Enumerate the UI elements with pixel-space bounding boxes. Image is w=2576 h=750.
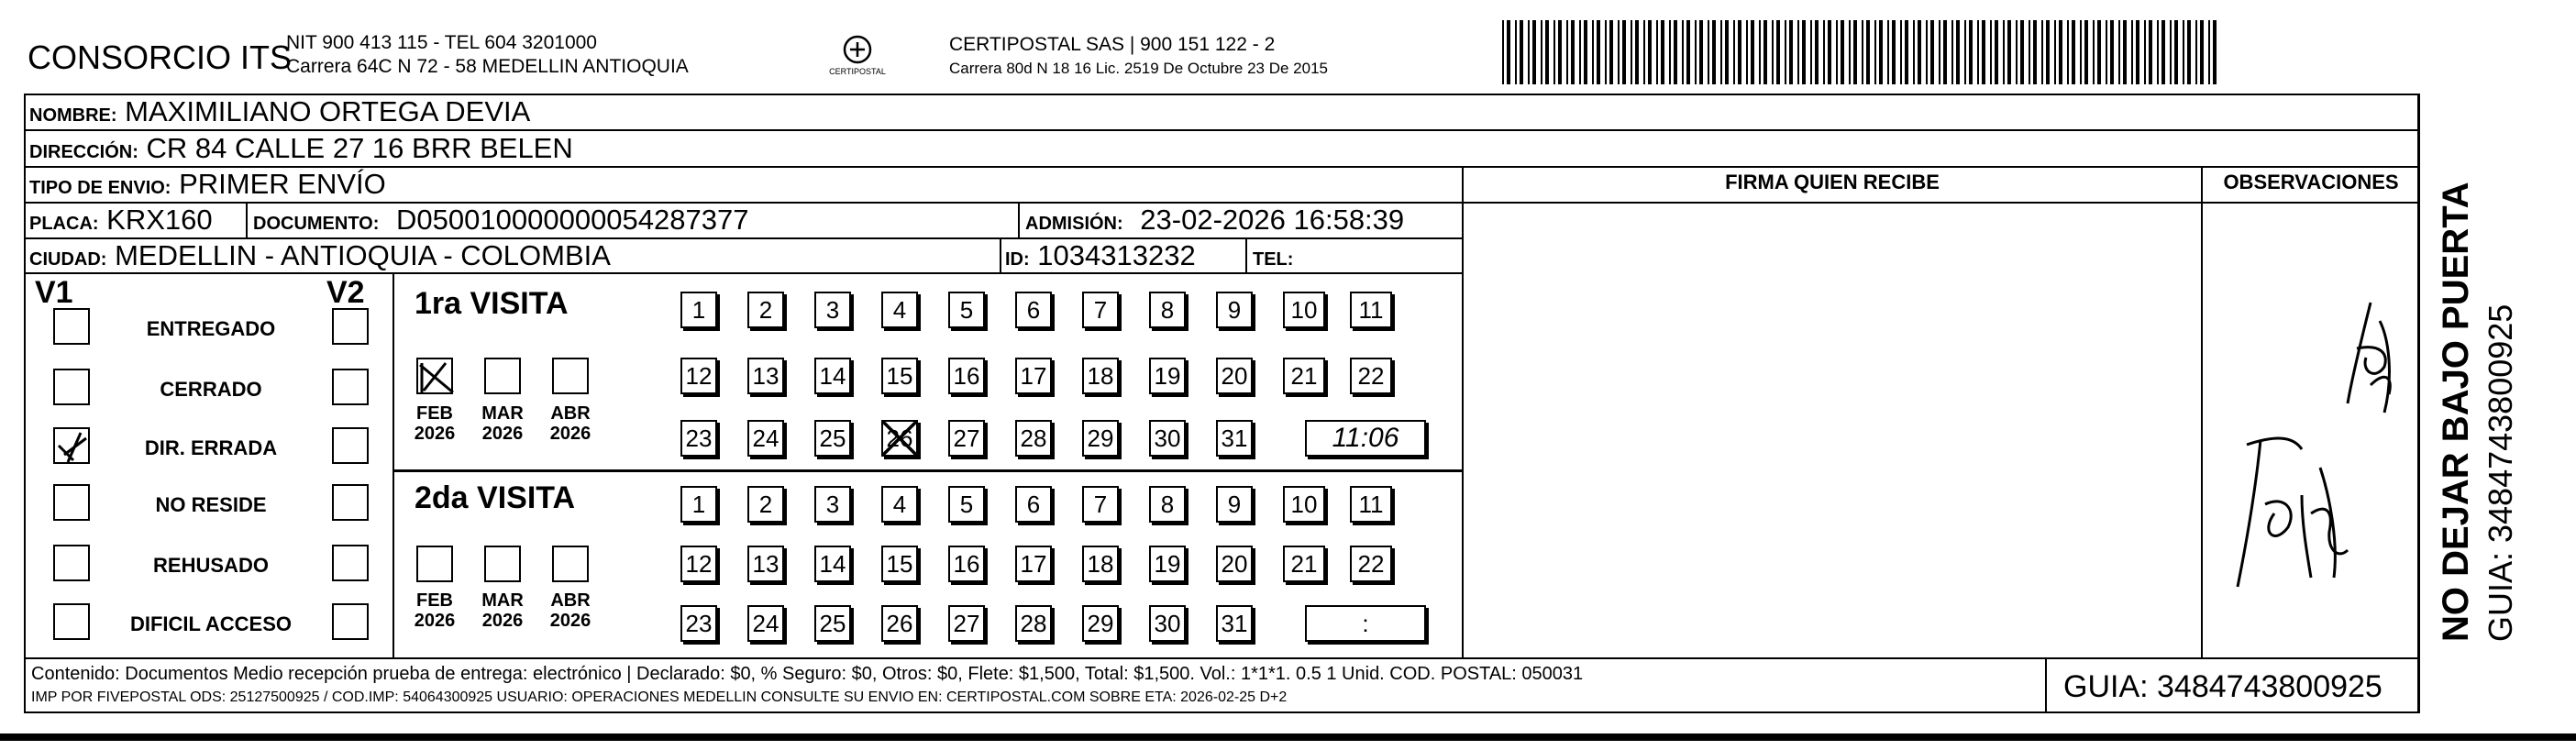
- admision-field: [1025, 204, 1404, 240]
- barcode-bar: [2187, 20, 2191, 84]
- id-field: [1005, 239, 1196, 276]
- barcode-bar: [1643, 20, 1645, 84]
- barcode-bar: [1579, 20, 1581, 84]
- ciudad-value: MEDELLIN - ANTIOQUIA - COLOMBIA: [115, 239, 611, 271]
- second-visit-day-30[interactable]: 30: [1149, 605, 1186, 642]
- first-visit-day-21[interactable]: 21: [1283, 358, 1325, 394]
- first-visit-day-23[interactable]: 23: [680, 420, 717, 457]
- first-visit-day-24[interactable]: 24: [747, 420, 784, 457]
- v1-checkbox[interactable]: [53, 545, 90, 581]
- first-visit-day-22[interactable]: 22: [1350, 358, 1392, 394]
- second-visit-day-18[interactable]: 18: [1082, 546, 1119, 582]
- barcode-bar: [1507, 20, 1510, 84]
- first-visit-day-3[interactable]: 3: [814, 292, 851, 328]
- logo-text: CERTIPOSTAL: [829, 67, 886, 76]
- barcode-bar: [1956, 20, 1960, 84]
- barcode-bar: [1746, 20, 1748, 84]
- second-visit-day-20[interactable]: 20: [1216, 546, 1253, 582]
- second-visit-day-14[interactable]: 14: [814, 546, 851, 582]
- barcode-bar: [1597, 20, 1600, 84]
- barcode-bar: [1828, 20, 1831, 84]
- status-option-label: ENTREGADO: [146, 317, 276, 340]
- second-visit-day-29[interactable]: 29: [1082, 605, 1119, 642]
- first-visit-day-30[interactable]: 30: [1149, 420, 1186, 457]
- first-visit-day-15[interactable]: 15: [881, 358, 918, 394]
- barcode-bar: [2106, 20, 2107, 84]
- v2-checkbox[interactable]: [332, 545, 369, 581]
- barcode-bar: [1515, 20, 1517, 84]
- company-nit: NIT 900 413 115 - TEL 604 3201000: [286, 32, 597, 53]
- barcode-bar: [1776, 20, 1780, 84]
- firma-header: FIRMA QUIEN RECIBE: [1725, 171, 1940, 193]
- barcode-bar: [1695, 20, 1697, 84]
- first-visit-time[interactable]: 11:06: [1305, 420, 1426, 457]
- side-guia: GUIA: 3484743800925: [2482, 303, 2519, 642]
- first-visit-day-8[interactable]: 8: [1149, 292, 1186, 328]
- tel-label: TEL:: [1253, 249, 1294, 270]
- v1-checkbox[interactable]: [53, 484, 90, 521]
- barcode-bar: [1545, 20, 1549, 84]
- barcode-bar: [1605, 20, 1607, 84]
- v1-checkbox[interactable]: [53, 369, 90, 405]
- tel-field: [1253, 239, 1293, 276]
- second-visit-day-22[interactable]: 22: [1350, 546, 1392, 582]
- month-name: FEB: [416, 590, 453, 611]
- barcode-bar: [1528, 20, 1530, 84]
- barcode-bar: [2007, 20, 2011, 84]
- first-visit-day-19[interactable]: 19: [1149, 358, 1186, 394]
- second-visit-day-2[interactable]: 2: [747, 486, 784, 523]
- barcode-bar: [1815, 20, 1819, 84]
- second-visit-day-21[interactable]: 21: [1283, 546, 1325, 582]
- observaciones-header: OBSERVACIONES: [2223, 171, 2399, 193]
- month-year: 2026: [481, 611, 524, 631]
- barcode-bar: [1802, 20, 1806, 84]
- barcode-bar: [2072, 20, 2075, 84]
- barcode-bar: [2183, 20, 2184, 84]
- second-visit-time[interactable]: :: [1305, 605, 1426, 642]
- month-year: 2026: [481, 424, 524, 444]
- barcode-bar: [1900, 20, 1902, 84]
- placa-field: [29, 204, 213, 240]
- barcode-bar: [1661, 20, 1664, 84]
- second-visit-day-27[interactable]: 27: [948, 605, 985, 642]
- first-visit-day-26[interactable]: 26: [881, 420, 918, 457]
- tipo-envio-value: PRIMER ENVÍO: [179, 168, 386, 200]
- v2-checkbox[interactable]: [332, 603, 369, 640]
- month-year: 2026: [549, 424, 591, 444]
- barcode-bar: [1930, 20, 1934, 84]
- first-visit-month-label: [475, 403, 530, 444]
- first-visit-day-14[interactable]: 14: [814, 358, 851, 394]
- second-visit-day-1[interactable]: 1: [680, 486, 717, 523]
- company-name: CONSORCIO ITS: [28, 39, 293, 76]
- second-visit-month-label: [475, 590, 530, 631]
- admision-label: ADMISIÓN:: [1025, 214, 1123, 234]
- tipo-envio-label: TIPO DE ENVIO:: [29, 178, 171, 198]
- barcode-bar: [1785, 20, 1786, 84]
- second-visit-day-16[interactable]: 16: [948, 546, 985, 582]
- barcode-bar: [1862, 20, 1863, 84]
- documento-label: DOCUMENTO:: [253, 214, 380, 234]
- no-dejar-notice: NO DEJAR BAJO PUERTA: [2436, 182, 2476, 642]
- barcode-bar: [2110, 20, 2114, 84]
- barcode-bar: [1720, 20, 1722, 84]
- barcode-bar: [1686, 20, 1690, 84]
- barcode-bar: [2046, 20, 2050, 84]
- barcode-bar: [1725, 20, 1729, 84]
- v2-checkbox[interactable]: [332, 308, 369, 345]
- month-year: 2026: [414, 424, 456, 444]
- barcode-bar: [1738, 20, 1741, 84]
- barcode-bar: [2170, 20, 2172, 84]
- barcode-bar: [2059, 20, 2062, 84]
- second-visit-day-11[interactable]: 11: [1350, 486, 1392, 523]
- barcode-bar: [2213, 20, 2217, 84]
- barcode-bar: [2149, 20, 2152, 84]
- first-visit-month-checkbox[interactable]: [484, 358, 521, 394]
- barcode-bar: [1733, 20, 1735, 84]
- second-visit-day-24[interactable]: 24: [747, 605, 784, 642]
- barcode-bar: [1541, 20, 1542, 84]
- first-visit-day-18[interactable]: 18: [1082, 358, 1119, 394]
- first-visit-day-29[interactable]: 29: [1082, 420, 1119, 457]
- admision-value: 23-02-2026 16:58:39: [1140, 204, 1405, 236]
- barcode-bar: [1977, 20, 1979, 84]
- ciudad-label: CIUDAD:: [29, 249, 107, 270]
- barcode-bar: [2033, 20, 2037, 84]
- v2-checkbox[interactable]: [332, 484, 369, 521]
- v2-checkbox[interactable]: [332, 427, 369, 464]
- first-visit-day-1[interactable]: 1: [680, 292, 717, 328]
- barcode-bar: [1669, 20, 1671, 84]
- barcode-bar: [2041, 20, 2043, 84]
- first-visit-day-27[interactable]: 27: [948, 420, 985, 457]
- barcode-bar: [1502, 20, 1504, 84]
- second-visit-day-4[interactable]: 4: [881, 486, 918, 523]
- barcode-bar: [2016, 20, 2018, 84]
- barcode-bar: [1918, 20, 1921, 84]
- barcode-bar: [1571, 20, 1575, 84]
- barcode-bar: [2080, 20, 2082, 84]
- first-visit-day-17[interactable]: 17: [1015, 358, 1052, 394]
- barcode-bar: [2174, 20, 2178, 84]
- second-visit-day-7[interactable]: 7: [1082, 486, 1119, 523]
- first-visit-day-11[interactable]: 11: [1350, 292, 1392, 328]
- barcode-bar: [2131, 20, 2133, 84]
- barcode-bar: [1874, 20, 1876, 84]
- barcode-bar: [1853, 20, 1857, 84]
- second-visit-day-26[interactable]: 26: [881, 605, 918, 642]
- barcode-bar: [1939, 20, 1940, 84]
- barcode-bar: [1797, 20, 1799, 84]
- courier-address: Carrera 80d N 18 16 Lic. 2519 De Octubre 23 De 2015: [949, 60, 1328, 77]
- barcode-bar: [1759, 20, 1761, 84]
- first-visit-day-4[interactable]: 4: [881, 292, 918, 328]
- second-visit-day-31[interactable]: 31: [1216, 605, 1253, 642]
- nombre-label: NOMBRE:: [29, 105, 117, 126]
- first-visit-month-label: [407, 403, 462, 444]
- barcode-bar: [1631, 20, 1632, 84]
- status-option-label: CERRADO: [160, 378, 262, 401]
- barcode-bar: [1558, 20, 1562, 84]
- barcode-bar: [1656, 20, 1658, 84]
- barcode-bar: [2054, 20, 2056, 84]
- barcode-bar: [1810, 20, 1812, 84]
- second-visit-day-9[interactable]: 9: [1216, 486, 1253, 523]
- first-visit-month-checkbox[interactable]: [416, 358, 453, 394]
- second-visit-day-15[interactable]: 15: [881, 546, 918, 582]
- second-visit-title: 2da VISITA: [415, 480, 576, 515]
- barcode-bar: [1553, 20, 1555, 84]
- first-visit-day-2[interactable]: 2: [747, 292, 784, 328]
- tipo-envio-field: [29, 168, 386, 204]
- barcode-bar: [1995, 20, 1998, 84]
- first-visit-day-13[interactable]: 13: [747, 358, 784, 394]
- month-year: 2026: [549, 611, 591, 631]
- barcode-bar: [1648, 20, 1652, 84]
- barcode-bar: [1964, 20, 1966, 84]
- first-visit-day-12[interactable]: 12: [680, 358, 717, 394]
- company-address: Carrera 64C N 72 - 58 MEDELLIN ANTIOQUIA: [286, 56, 689, 77]
- second-visit-day-3[interactable]: 3: [814, 486, 851, 523]
- second-visit-day-6[interactable]: 6: [1015, 486, 1052, 523]
- v1-header: V1: [35, 275, 73, 310]
- barcode-bar: [1892, 20, 1896, 84]
- second-visit-day-19[interactable]: 19: [1149, 546, 1186, 582]
- barcode-bar: [1913, 20, 1915, 84]
- barcode-bar: [2161, 20, 2165, 84]
- v2-checkbox[interactable]: [332, 369, 369, 405]
- barcode-bar: [1943, 20, 1947, 84]
- barcode-bar: [2020, 20, 2024, 84]
- barcode-bar: [1772, 20, 1774, 84]
- placa-label: PLACA:: [29, 214, 99, 234]
- first-visit-day-16[interactable]: 16: [948, 358, 985, 394]
- barcode-bar: [2208, 20, 2210, 84]
- check-mark-icon: [418, 359, 455, 396]
- status-option-label: NO RESIDE: [155, 493, 267, 516]
- second-visit-month-checkbox[interactable]: [484, 546, 521, 582]
- barcode-bar: [1836, 20, 1838, 84]
- barcode-bar: [1618, 20, 1620, 84]
- second-visit-day-8[interactable]: 8: [1149, 486, 1186, 523]
- barcode-bar: [1879, 20, 1883, 84]
- second-visit-day-13[interactable]: 13: [747, 546, 784, 582]
- status-option-label: DIR. ERRADA: [144, 436, 278, 459]
- barcode-bar: [1823, 20, 1825, 84]
- second-visit-day-17[interactable]: 17: [1015, 546, 1052, 582]
- month-name: MAR: [481, 403, 524, 424]
- first-visit-month-checkbox[interactable]: [552, 358, 589, 394]
- barcode-bar: [1584, 20, 1587, 84]
- first-visit-day-9[interactable]: 9: [1216, 292, 1253, 328]
- barcode-bar: [2123, 20, 2127, 84]
- placa-value: KRX160: [106, 204, 213, 236]
- first-visit-day-25[interactable]: 25: [814, 420, 851, 457]
- second-visit-day-5[interactable]: 5: [948, 486, 985, 523]
- barcode-bar: [1982, 20, 1985, 84]
- status-option-label: DIFICIL ACCESO: [129, 612, 292, 635]
- barcode-bar: [1763, 20, 1767, 84]
- barcode-bar: [1532, 20, 1536, 84]
- month-name: ABR: [550, 403, 591, 424]
- first-visit-day-20[interactable]: 20: [1216, 358, 1253, 394]
- first-visit-day-5[interactable]: 5: [948, 292, 985, 328]
- barcode-bar: [2097, 20, 2101, 84]
- courier-name: CERTIPOSTAL SAS | 900 151 122 - 2: [949, 34, 1276, 55]
- barcode-bar: [2003, 20, 2005, 84]
- id-label: ID:: [1005, 249, 1030, 270]
- barcode-bar: [1635, 20, 1639, 84]
- barcode-bar: [1926, 20, 1928, 84]
- first-visit-day-10[interactable]: 10: [1283, 292, 1325, 328]
- first-visit-day-6[interactable]: 6: [1015, 292, 1052, 328]
- month-name: ABR: [550, 590, 591, 611]
- nombre-value: MAXIMILIANO ORTEGA DEVIA: [125, 95, 531, 127]
- second-visit-day-25[interactable]: 25: [814, 605, 851, 642]
- observaciones-handwriting: [2210, 284, 2412, 633]
- barcode-bar: [1592, 20, 1594, 84]
- barcode-bar: [2136, 20, 2139, 84]
- barcode-bar: [1712, 20, 1716, 84]
- barcode-bar: [1789, 20, 1793, 84]
- check-mark-icon: [55, 429, 92, 466]
- barcode-bar: [1905, 20, 1908, 84]
- barcode-bar: [1566, 20, 1568, 84]
- second-visit-month-label: [543, 590, 598, 631]
- second-visit-day-12[interactable]: 12: [680, 546, 717, 582]
- v1-checkbox[interactable]: [53, 427, 90, 464]
- ciudad-field: [29, 239, 611, 276]
- second-visit-day-10[interactable]: 10: [1283, 486, 1325, 523]
- barcode-bar: [1990, 20, 1992, 84]
- barcode-bar: [1699, 20, 1703, 84]
- certipostal-logo: [830, 33, 885, 83]
- barcode-bar: [2195, 20, 2197, 84]
- second-visit-day-28[interactable]: 28: [1015, 605, 1052, 642]
- barcode-bar: [2118, 20, 2120, 84]
- documento-value: D050010000000054287377: [396, 204, 749, 236]
- v2-header: V2: [326, 275, 365, 310]
- barcode-bar: [1969, 20, 1973, 84]
- barcode-bar: [2029, 20, 2030, 84]
- first-visit-day-28[interactable]: 28: [1015, 420, 1052, 457]
- second-visit-day-23[interactable]: 23: [680, 605, 717, 642]
- first-visit-month-label: [543, 403, 598, 444]
- barcode-bar: [2084, 20, 2088, 84]
- second-visit-month-checkbox[interactable]: [416, 546, 453, 582]
- barcode-bar: [2157, 20, 2159, 84]
- barcode-bar: [1951, 20, 1953, 84]
- barcode-bar: [1520, 20, 1523, 84]
- direccion-label: DIRECCIÓN:: [29, 142, 138, 162]
- barcode-bar: [1609, 20, 1613, 84]
- month-year: 2026: [414, 611, 456, 631]
- barcode-bar: [1887, 20, 1889, 84]
- barcode-bar: [2093, 20, 2095, 84]
- footer-contents: Contenido: Documentos Medio recepción prueba de entrega: electrónico | Declarado: $0, % Seguro: $0, Otros: $0, Flete: $1,500, Total: $1,500. Vol.: 1*1*1. 0.5 1 Unid. COD. POSTAL: 050031: [31, 664, 1584, 684]
- barcode-bar: [1866, 20, 1870, 84]
- second-visit-month-label: [407, 590, 462, 631]
- barcode-bar: [1841, 20, 1844, 84]
- barcode-bar: [2200, 20, 2204, 84]
- first-visit-day-7[interactable]: 7: [1082, 292, 1119, 328]
- barcode-bar: [1708, 20, 1709, 84]
- barcode-bar: [1751, 20, 1754, 84]
- first-visit-day-31[interactable]: 31: [1216, 420, 1253, 457]
- documento-field: [253, 204, 748, 240]
- month-name: MAR: [481, 590, 524, 611]
- nombre-field: [29, 95, 530, 132]
- second-visit-month-checkbox[interactable]: [552, 546, 589, 582]
- barcode-bar: [1622, 20, 1626, 84]
- v1-checkbox[interactable]: [53, 603, 90, 640]
- barcode-bar: [1849, 20, 1851, 84]
- direccion-value: CR 84 CALLE 27 16 BRR BELEN: [146, 132, 573, 164]
- barcode-bar: [1682, 20, 1684, 84]
- barcode: [1502, 20, 2227, 84]
- status-option-label: REHUSADO: [153, 554, 269, 577]
- footer-guia: GUIA: 3484743800925: [2063, 669, 2383, 704]
- footer-print-info: IMP POR FIVEPOSTAL ODS: 25127500925 / COD.IMP: 54064300925 USUARIO: OPERACIONES MEDELLIN CONSULTE SU ENVIO EN: CERTIPOSTAL.COM SOBRE ETA: 2026-02-25 D+2: [31, 689, 1288, 705]
- id-value: 1034313232: [1037, 239, 1196, 271]
- direccion-field: [29, 132, 573, 169]
- barcode-bar: [2144, 20, 2146, 84]
- month-name: FEB: [416, 403, 453, 424]
- barcode-bar: [2067, 20, 2069, 84]
- v1-checkbox[interactable]: [53, 308, 90, 345]
- first-visit-title: 1ra VISITA: [415, 286, 569, 321]
- barcode-bar: [1674, 20, 1677, 84]
